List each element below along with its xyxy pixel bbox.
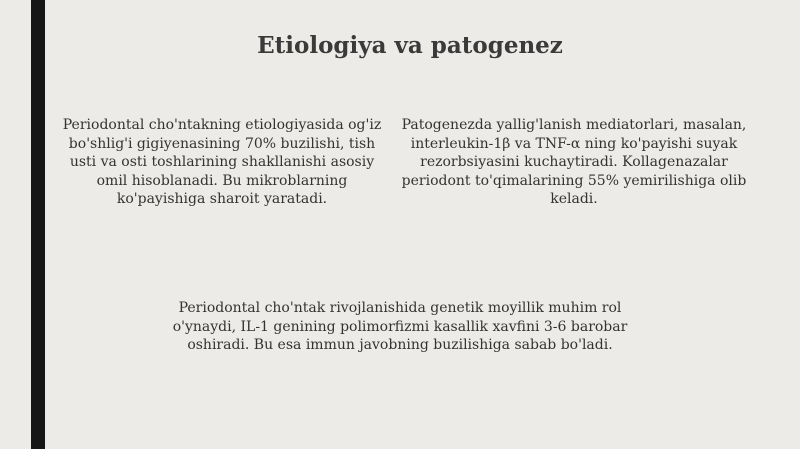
- text-line: periodont to'qimalarining 55% yemirilishiga olib: [401, 172, 747, 189]
- text-line: oshiradi. Bu esa immun javobning buzilishiga sabab bo'ladi.: [187, 337, 613, 353]
- slide-title: Etiologiya va patogenez: [257, 32, 563, 59]
- text-line: ko'payishiga sharoit yaratadi.: [116, 191, 328, 207]
- text-line: bo'shlig'i gigiyenasining 70% buzilishi, tish: [68, 135, 376, 152]
- text-line: keladi.: [550, 191, 598, 207]
- text-line: Patogenezda yallig'lanish mediatorlari, masalan,: [401, 117, 747, 133]
- accent-bar: [31, 0, 45, 449]
- paragraph-genetics: [150, 299, 650, 355]
- text-line: rezorbsiyasini kuchaytiradi. Kollagenazalar: [420, 154, 728, 170]
- text-line: usti va osti toshlarining shakllanishi asosiy: [69, 154, 375, 170]
- text-line: interleukin-1β va TNF-α ning ko'payishi suyak: [410, 135, 738, 152]
- text-line: Periodontal cho'ntak rivojlanishida genetik moyillik muhim rol: [178, 300, 622, 316]
- text-line: Periodontal cho'ntakning etiologiyasida og'iz: [62, 117, 382, 133]
- paragraph-pathogenesis: [398, 116, 750, 209]
- paragraph-etiology: [52, 116, 392, 209]
- text-line: omil hisoblanadi. Bu mikroblarning: [96, 172, 348, 189]
- text-line: o'ynaydi, IL-1 genining polimorfizmi kasallik xavfini 3-6 barobar: [172, 318, 628, 335]
